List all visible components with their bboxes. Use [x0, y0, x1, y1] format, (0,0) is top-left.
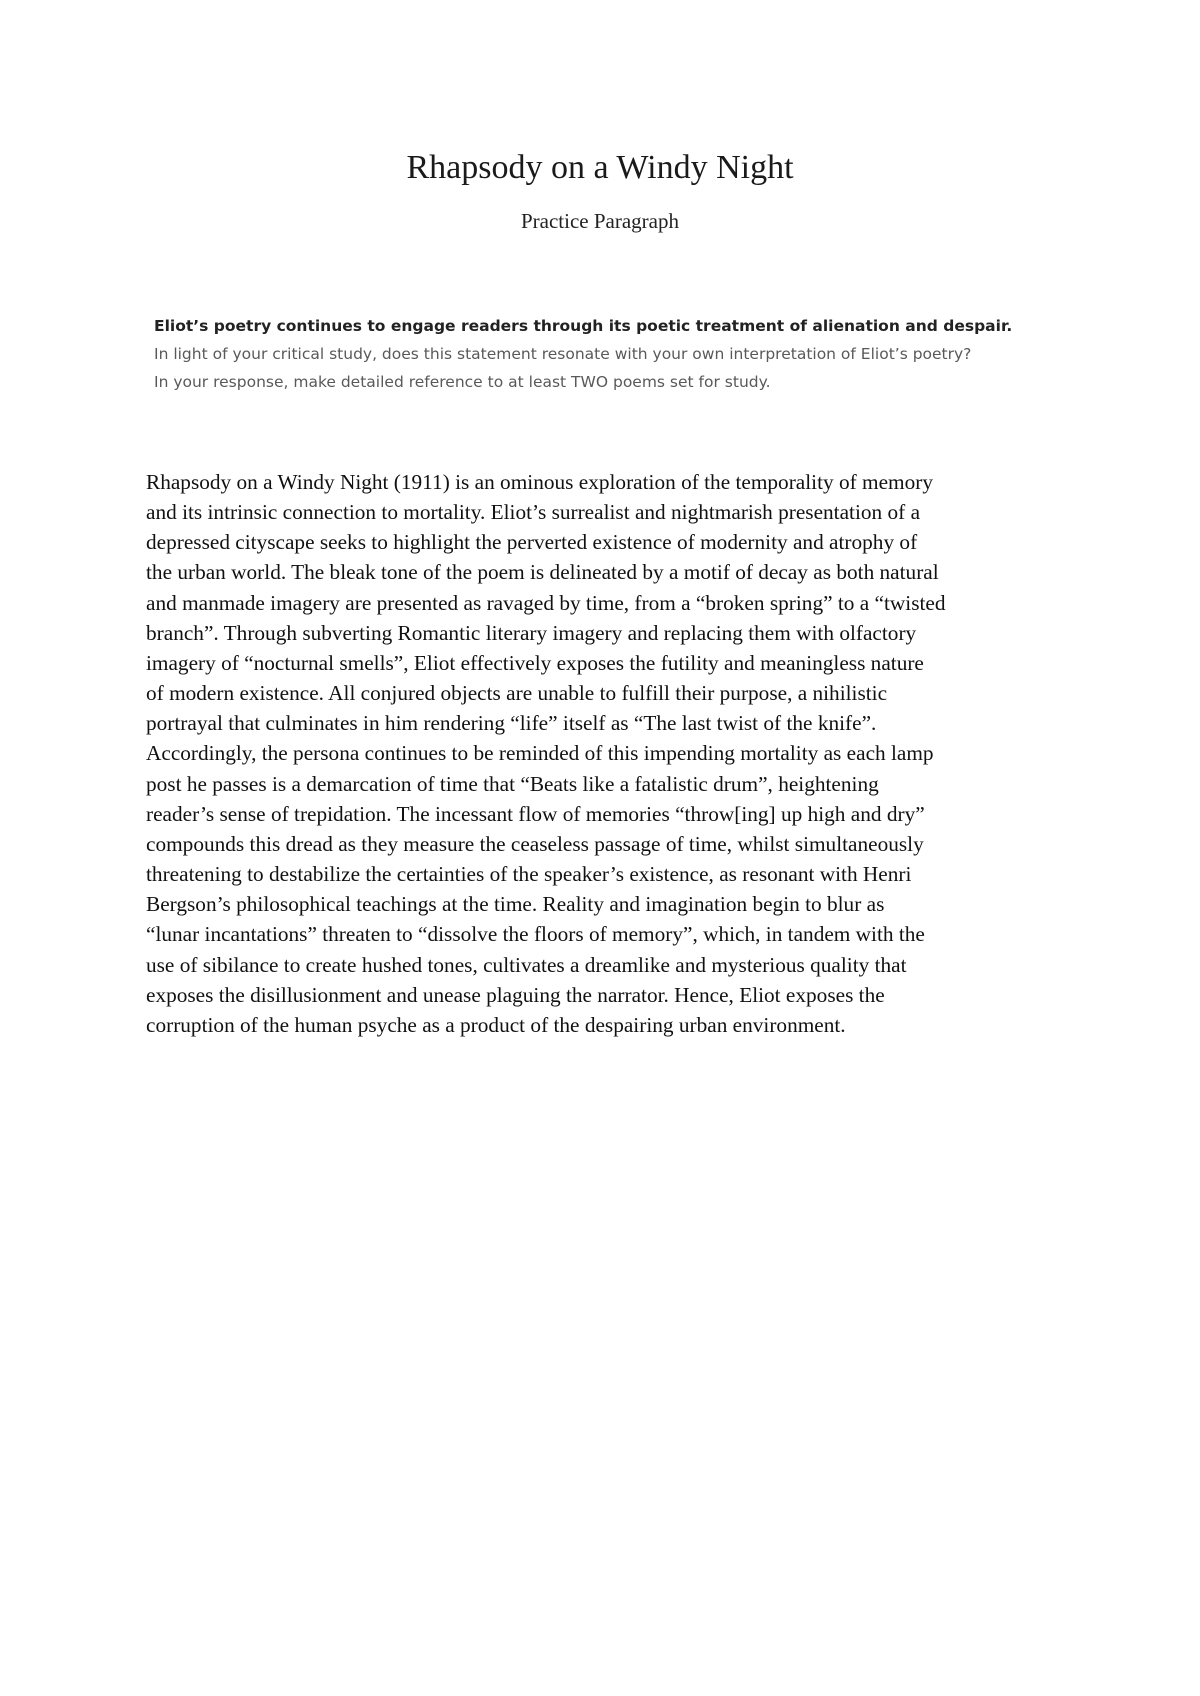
essay-line: post he passes is a demarcation of time that “Beats like a fatalistic drum”, heightening [146, 771, 879, 796]
essay-line: imagery of “nocturnal smells”, Eliot effectively exposes the futility and meaningless nature [146, 650, 924, 675]
essay-line: and manmade imagery are presented as ravaged by time, from a “broken spring” to a “twisted [146, 590, 946, 615]
essay-line: reader’s sense of trepidation. The incessant flow of memories “throw[ing] up high and dry” [146, 801, 925, 826]
prompt-statement: Eliot’s poetry continues to engage readers through its poetic treatment of alienation and despair. [154, 317, 1013, 335]
essay-line: exposes the disillusionment and unease plaguing the narrator. Hence, Eliot exposes the [146, 982, 885, 1007]
essay-prompt [154, 312, 1074, 396]
page-title: Rhapsody on a Windy Night [406, 149, 794, 186]
prompt-line: In light of your critical study, does this statement resonate with your own interpretation of Eliot’s poetry? [154, 345, 972, 363]
essay-line: Rhapsody on a Windy Night (1911) is an ominous exploration of the temporality of memory [146, 470, 934, 494]
essay-line: Accordingly, the persona continues to be reminded of this impending mortality as each lamp [146, 741, 934, 766]
essay-line: the urban world. The bleak tone of the poem is delineated by a motif of decay as both natural [146, 560, 939, 585]
essay-line: portrayal that culminates in him rendering “life” itself as “The last twist of the knife”. [146, 711, 877, 736]
page-subtitle: Practice Paragraph [520, 209, 679, 233]
essay-line: threatening to destabilize the certainties of the speaker’s existence, as resonant with Henri [146, 862, 912, 887]
essay-line: compounds this dread as they measure the ceaseless passage of time, whilst simultaneously [146, 831, 924, 856]
essay-line: and its intrinsic connection to mortality. Eliot’s surrealist and nightmarish presentation of a [146, 500, 921, 525]
essay-line: Bergson’s philosophical teachings at the time. Reality and imagination begin to blur as [146, 892, 885, 917]
essay-line: depressed cityscape seeks to highlight the perverted existence of modernity and atrophy of [146, 530, 918, 555]
essay-line: “lunar incantations” threaten to “dissolve the floors of memory”, which, in tandem with the [146, 922, 925, 947]
essay-line: use of sibilance to create hushed tones, cultivates a dreamlike and mysterious quality that [146, 952, 907, 977]
essay-line: of modern existence. All conjured objects are unable to fulfill their purpose, a nihilistic [146, 681, 888, 706]
essay-paragraph [146, 467, 1066, 1040]
essay-line: branch”. Through subverting Romantic literary imagery and replacing them with olfactory [146, 620, 917, 645]
prompt-line: In your response, make detailed reference to at least TWO poems set for study. [154, 373, 771, 391]
essay-line: corruption of the human psyche as a product of the despairing urban environment. [146, 1012, 846, 1037]
